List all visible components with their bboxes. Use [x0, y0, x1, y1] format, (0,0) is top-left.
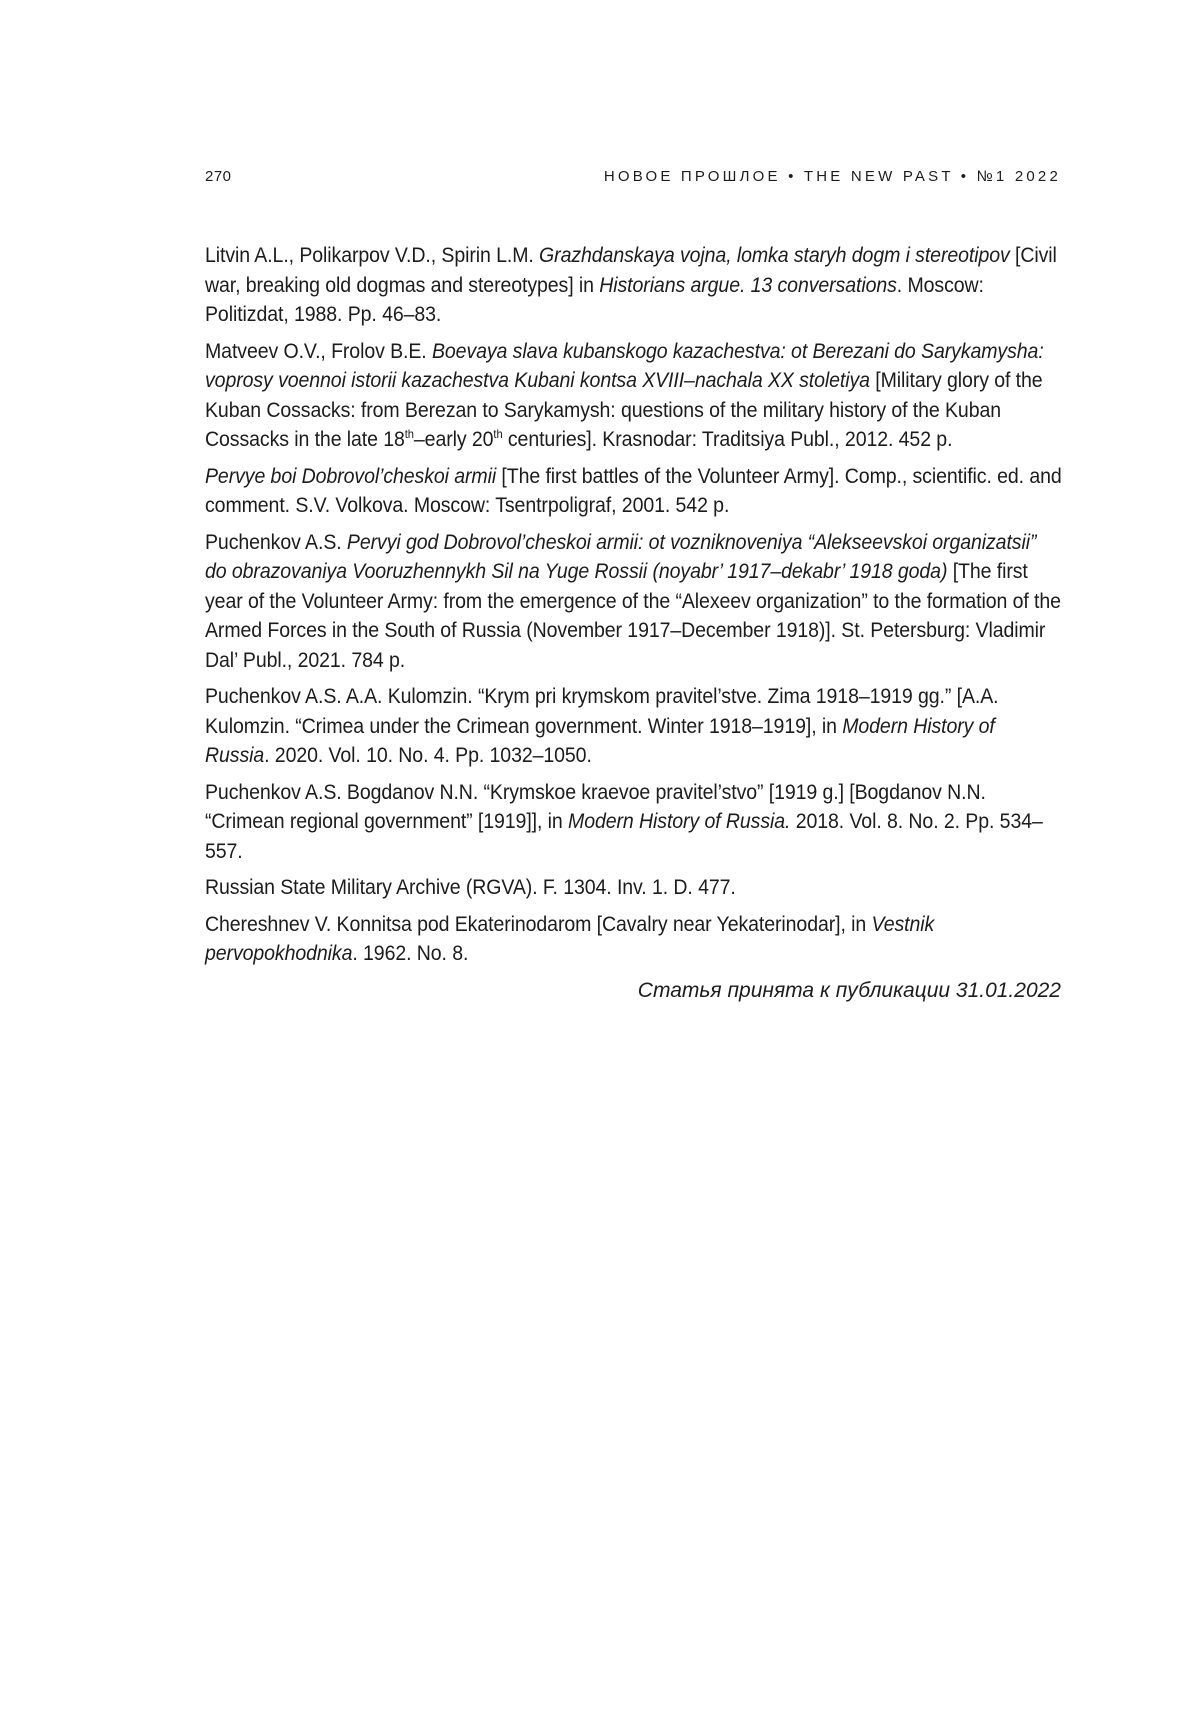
reference-publication-info: 2018. Vol. 8. No. 2. Pp. 534–557.	[205, 810, 1043, 863]
reference-authors: Litvin A.L., Polikarpov V.D., Spirin L.M.	[205, 244, 539, 267]
journal-title: НОВОЕ ПРОШЛОЕ • THE NEW PAST • №1 2022	[604, 168, 1061, 185]
acceptance-note: Статья принята к публикации 31.01.2022	[205, 976, 1067, 1005]
reference-publication-info: [The first year of the Volunteer Army: from the emergence of the “Alexeev organization” to the formation of the Armed Forces in the South of Russia (November 1917–December 1918)]. St. Petersburg: Vladimir Dal’ Publ., 2021. 784 p.	[205, 560, 1061, 672]
reference-title: Pervyi god Dobrovol’cheskoi armii: ot vozniknoveniya “Alekseevskoi organizatsii” do obrazovaniya Vooruzhennykh Sil na Yuge Rossii (noyabr’ 1917–dekabr’ 1918 goda)	[205, 531, 1036, 584]
reference-publication-info: centuries]. Krasnodar: Traditsiya Publ., 2012. 452 p.	[503, 428, 953, 451]
reference-source: Vestnik pervopokhodnika	[205, 913, 934, 966]
reference-title: Pervye boi Dobrovol’cheskoi armii	[205, 465, 496, 488]
reference-lead: Puchenkov A.S. Bogdanov N.N. “Krymskoe kraevoe pravitel’stvo” [1919 g.] [Bogdanov N.N. “Crimean regional government” [1919]], in	[205, 781, 986, 834]
reference-entry	[205, 910, 1062, 969]
reference-publication-info: . Moscow: Politizdat, 1988. Pp. 46–83.	[205, 274, 984, 327]
reference-authors: Puchenkov A.S.	[205, 531, 347, 554]
ordinal-suffix: th	[493, 427, 502, 441]
ordinal-suffix: th	[405, 427, 414, 441]
reference-source: Modern History of Russia.	[568, 810, 790, 833]
reference-list	[205, 241, 1067, 1005]
reference-entry	[205, 873, 1062, 903]
reference-source: Historians argue. 13 conversations	[599, 274, 897, 297]
reference-lead: Puchenkov A.S. A.A. Kulomzin. “Krym pri krymskom pravitel’stve. Zima 1918–1919 gg.” [A.A. Kulomzin. “Crimea under the Crimean government. Winter 1918–1919], in	[205, 685, 999, 738]
reference-publication-info: . 2020. Vol. 10. No. 4. Pp. 1032–1050.	[264, 744, 592, 767]
reference-translation: [Civil war, breaking old dogmas and stereotypes] in	[205, 244, 1057, 297]
document-page	[0, 0, 1200, 1714]
reference-translation: –early 20	[414, 428, 494, 451]
reference-entry	[205, 241, 1062, 330]
reference-lead: Chereshnev V. Konnitsa pod Ekaterinodarom [Cavalry near Yekaterinodar], in	[205, 913, 872, 936]
reference-title: Boevaya slava kubanskogo kazachestva: ot Berezani do Sarykamysha: voprosy voennoi istorii kazachestva Kubani kontsa XVIII–nachala XX stoletiya	[205, 340, 1044, 393]
reference-publication-info: [The first battles of the Volunteer Army]. Comp., scientific. ed. and comment. S.V. Volkova. Moscow: Tsentrpoligraf, 2001. 542 p.	[205, 465, 1062, 518]
reference-source: Modern History of Russia	[205, 715, 995, 768]
reference-lead: Russian State Military Archive (RGVA). F. 1304. Inv. 1. D. 477.	[205, 876, 736, 899]
reference-title: Grazhdanskaya vojna, lomka staryh dogm i stereotipov	[539, 244, 1010, 267]
page-number: 270	[205, 168, 232, 185]
reference-translation: [Military glory of the Kuban Cossacks: from Berezan to Sarykamysh: questions of the military history of the Kuban Cossacks in the late 18	[205, 369, 1043, 451]
reference-entry	[205, 682, 1062, 771]
reference-entry	[205, 462, 1062, 521]
reference-authors: Matveev O.V., Frolov B.E.	[205, 340, 432, 363]
running-header	[205, 168, 1061, 190]
reference-entry	[205, 778, 1062, 867]
reference-entry	[205, 337, 1062, 455]
reference-publication-info: . 1962. No. 8.	[352, 942, 468, 965]
reference-entry	[205, 528, 1062, 676]
